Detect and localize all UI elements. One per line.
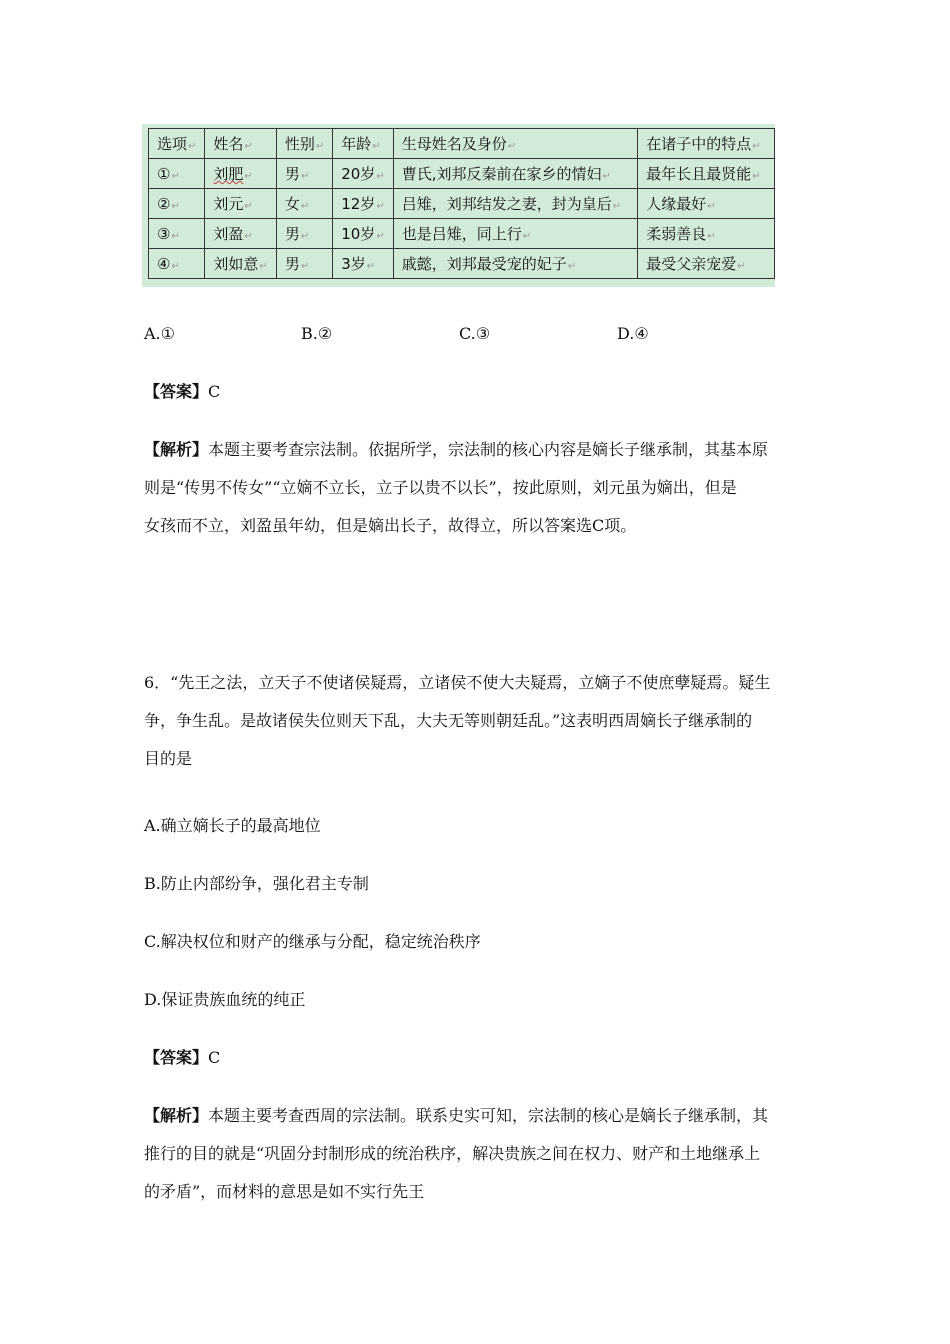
table-cell: 12岁↵ [333,189,393,219]
table-cell: 最受父亲宠爱↵ [638,249,775,279]
table-cell: 柔弱善良↵ [638,219,775,249]
q5-option-c: C.③ [459,324,491,343]
header-cell: 姓名↵ [205,129,276,159]
analysis-line: 推行的目的就是“巩固分封制形成的统治秩序，解决贵族之间在权力、财产和土地继承上 [144,1144,761,1163]
table-row [149,189,775,219]
q5-analysis [144,431,814,545]
analysis-line: 则是“传男不传女”“立嫡不立长，立子以贵不以长”，按此原则，刘元虽为嫡出，但是 [144,478,737,497]
header-cell: 性别↵ [276,129,332,159]
table-cell: 3岁↵ [333,249,393,279]
table-cell: 人缘最好↵ [638,189,775,219]
analysis-line: 【解析】本题主要考查宗法制。依据所学，宗法制的核心内容是嫡长子继承制，其基本原 [144,440,769,459]
q6-option-d: D.保证贵族血统的纯正 [144,990,306,1009]
table-cell: 也是吕雉，同上行↵ [393,219,638,249]
answer-value: C [208,382,221,401]
stem-line: 争，争生乱。是故诸侯失位则天下乱，大夫无等则朝廷乱。”这表明西周嫡长子继承制的 [144,711,753,730]
table-cell: 男↵ [276,219,332,249]
analysis-line: 女孩而不立，刘盈虽年幼，但是嫡出长子，故得立，所以答案选C项。 [144,516,637,535]
q6-option-c: C.解决权位和财产的继承与分配，稳定统治秩序 [144,932,481,951]
table-cell: 刘如意↵ [205,249,276,279]
stem-line: 目的是 [144,749,193,768]
table-cell: 曹氏,刘邦反秦前在家乡的情妇↵ [393,159,638,189]
analysis-line: 【解析】本题主要考查西周的宗法制。联系史实可知，宗法制的核心是嫡长子继承制，其 [144,1106,769,1125]
table-cell: ②↵ [149,189,205,219]
table-cell: 刘元↵ [205,189,276,219]
answer-tag: 【答案】 [144,1048,209,1067]
table-cell: ①↵ [149,159,205,189]
table-cell: 最年长且最贤能↵ [638,159,775,189]
q6-option-b: B.防止内部纷争，强化君主专制 [144,874,369,893]
q5-option-d: D.④ [617,324,649,343]
table-cell: 20岁↵ [333,159,393,189]
table-row [149,249,775,279]
answer-value: C [208,1048,221,1067]
analysis-tag: 【解析】 [144,440,209,459]
table-row [149,219,775,249]
header-cell: 在诸子中的特点↵ [638,129,775,159]
stem-line: 6．“先王之法，立天子不使诸侯疑焉，立诸侯不使大夫疑焉，立嫡子不使庶孽疑焉。疑生 [144,673,771,692]
table-header-row [149,129,775,159]
analysis-tag: 【解析】 [144,1106,209,1125]
q6-option-a: A.确立嫡长子的最高地位 [144,816,321,835]
table-cell: 戚懿，刘邦最受宠的妃子↵ [393,249,638,279]
table-cell: 男↵ [276,249,332,279]
table-cell: ③↵ [149,219,205,249]
info-table-image [142,124,775,287]
answer-tag: 【答案】 [144,382,209,401]
table-cell: 女↵ [276,189,332,219]
q6-analysis [144,1097,814,1211]
q6-stem [144,664,814,778]
table-cell: 男↵ [276,159,332,189]
header-cell: 年龄↵ [333,129,393,159]
table-cell: 吕雉，刘邦结发之妻，封为皇后↵ [393,189,638,219]
info-table [148,128,775,279]
table-cell: 10岁↵ [333,219,393,249]
table-cell: ④↵ [149,249,205,279]
table-row [149,159,775,189]
q5-answer [144,382,220,402]
analysis-line: 的矛盾”，而材料的意思是如不实行先王 [144,1182,425,1201]
table-cell: 刘盈↵ [205,219,276,249]
q5-option-b: B.② [301,324,333,343]
header-cell: 选项↵ [149,129,205,159]
q6-answer [144,1048,220,1068]
header-cell: 生母姓名及身份↵ [393,129,638,159]
table-cell: 刘肥↵ [205,159,276,189]
q5-option-a: A.① [144,324,175,343]
